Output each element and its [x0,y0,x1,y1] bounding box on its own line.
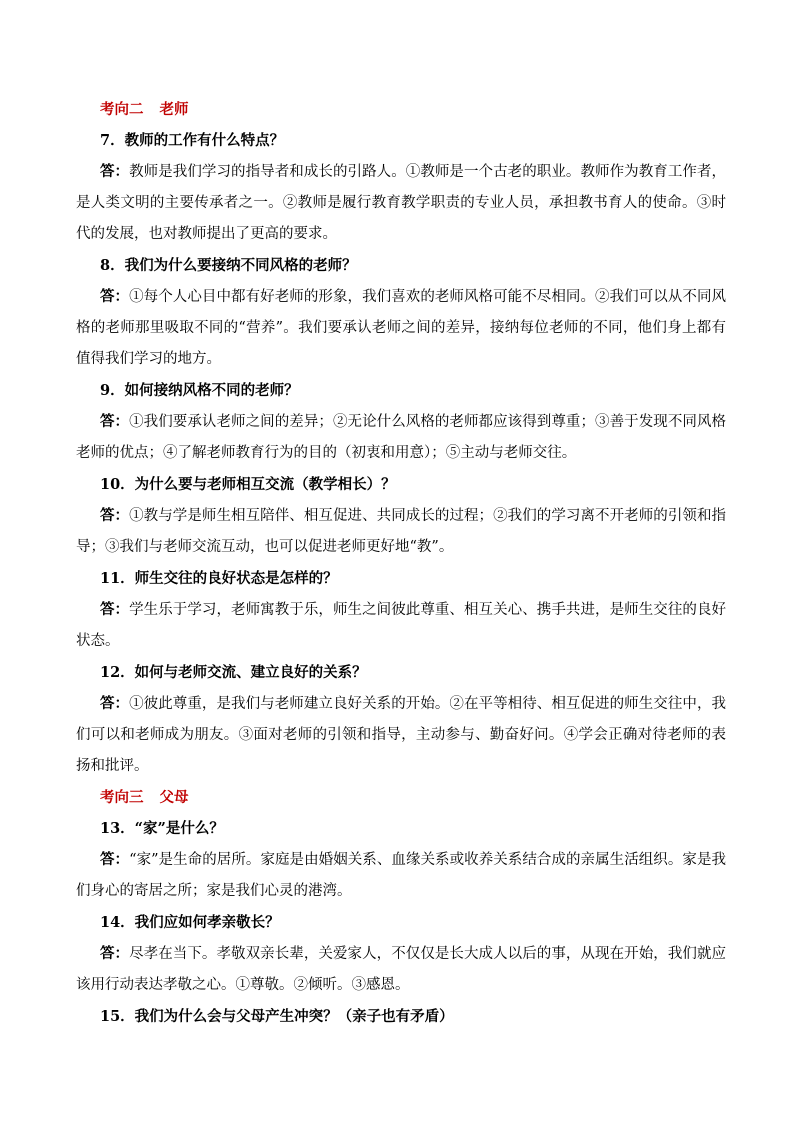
section-topic: 父母 [159,789,189,806]
answer-text: ①教与学是师生相互陪伴、相互促进、共同成长的过程；②我们的学习离不开老师的引领和指导；③我们与老师交流互动，也可以促进老师更好地“教”。 [76,508,727,555]
answer-12 [76,688,726,782]
answer-10 [76,500,726,563]
answer-label: 答： [100,695,130,712]
answer-label: 答： [100,163,130,180]
answer-7 [76,156,726,250]
question-7: 7．教师的工作有什么特点？ [100,132,285,149]
question-11: 11．师生交往的良好状态是怎样的？ [100,570,338,587]
question-9: 9．如何接纳风格不同的老师？ [100,382,299,399]
question-8: 8．我们为什么要接纳不同风格的老师？ [100,257,357,274]
answer-label: 答： [100,851,130,868]
answer-text: 尽孝在当下。孝敬双亲长辈，关爱家人，不仅仅是长大成人以后的事，从现在开始，我们就应该用行动表达孝敬之心。①尊敬。②倾听。③感恩。 [76,946,727,993]
answer-14 [76,938,726,1001]
answer-8 [76,281,726,375]
answer-13 [76,844,726,907]
question-13: 13．“家”是什么？ [100,820,224,837]
section-heading [76,782,726,813]
answer-text: ①每个人心目中都有好老师的形象，我们喜欢的老师风格可能不尽相同。②我们可以从不同风格的老师那里吸取不同的“营养”。我们要承认老师之间的差异，接纳每位老师的不同，他们身上都有值得我们学习的地方。 [76,289,727,367]
answer-label: 答： [100,288,130,305]
document-body [76,94,726,1032]
section-heading [76,94,726,125]
section-label: 考向二 [100,101,144,118]
question-15: 15．我们为什么会与父母产生冲突？（亲子也有矛盾） [100,1008,454,1025]
answer-label: 答： [100,945,130,962]
answer-text: 教师是我们学习的指导者和成长的引路人。①教师是一个古老的职业。教师作为教育工作者，是人类文明的主要传承者之一。②教师是履行教育教学职责的专业人员，承担教书育人的使命。③时代的发展，也对教师提出了更高的要求。 [76,164,727,242]
answer-label: 答： [100,413,130,430]
answer-text: ①彼此尊重，是我们与老师建立良好关系的开始。②在平等相待、相互促进的师生交往中，我们可以和老师成为朋友。③面对老师的引领和指导，主动参与、勤奋好问。④学会正确对待老师的表扬和批评。 [76,696,727,774]
section-label: 考向三 [100,789,144,806]
answer-9 [76,406,726,469]
answer-text: ①我们要承认老师之间的差异；②无论什么风格的老师都应该得到尊重；③善于发现不同风格老师的优点；④了解老师教育行为的目的（初衷和用意）；⑤主动与老师交往。 [76,414,727,461]
answer-text: 学生乐于学习，老师寓教于乐，师生之间彼此尊重、相互关心、携手共进，是师生交往的良好状态。 [76,602,727,649]
section-topic: 老师 [159,101,189,118]
answer-label: 答： [100,601,130,618]
answer-label: 答： [100,507,130,524]
answer-text: “家”是生命的居所。家庭是由婚姻关系、血缘关系或收养关系结合成的亲属生活组织。家是我们身心的寄居之所；家是我们心灵的港湾。 [76,852,727,899]
question-12: 12．如何与老师交流、建立良好的关系？ [100,664,367,681]
question-14: 14．我们应如何孝亲敬长？ [100,914,280,931]
answer-11 [76,594,726,657]
question-10: 10．为什么要与老师相互交流（教学相长）？ [100,476,396,493]
